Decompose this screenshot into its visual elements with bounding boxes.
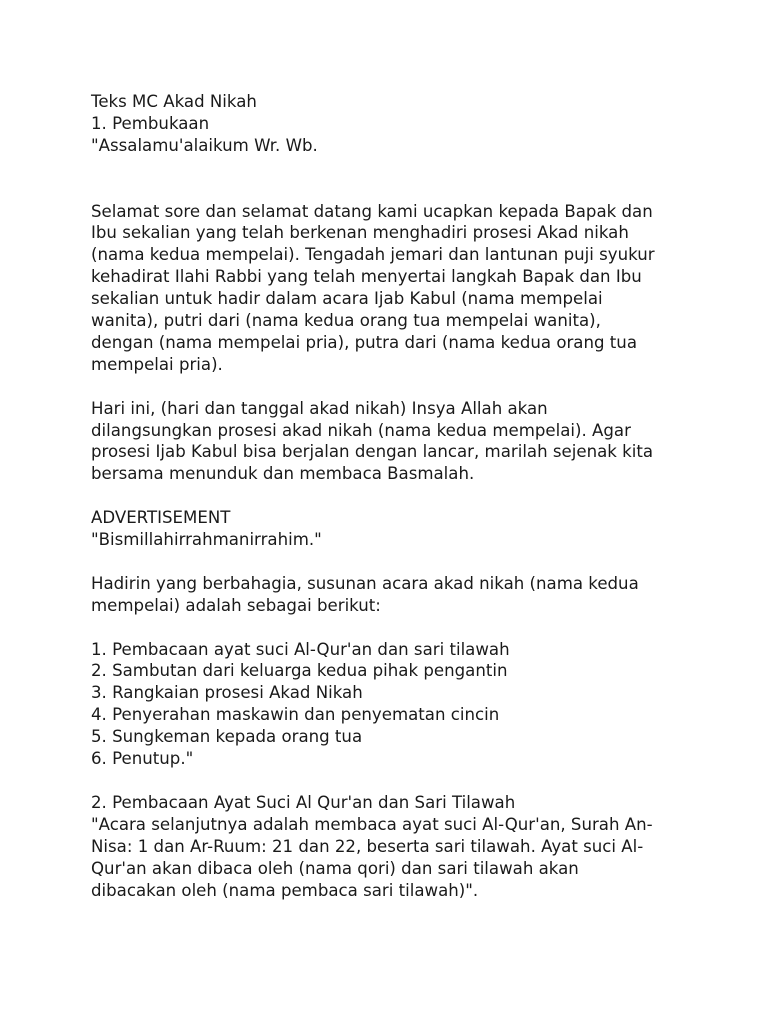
paragraph-basmalah-intro [91, 398, 691, 486]
agenda-list [91, 639, 691, 770]
paragraph-welcome [91, 201, 691, 376]
advertisement-label: ADVERTISEMENT [91, 508, 231, 528]
document-page [91, 91, 691, 901]
text-line: Nisa: 1 dan Ar-Ruum: 21 dan 22, beserta sari tilawah. Ayat suci Al- [91, 836, 644, 856]
text-line: mempelai pria). [91, 354, 223, 374]
list-item: 5. Sungkeman kepada orang tua [91, 727, 363, 747]
text-line: kehadirat Ilahi Rabbi yang telah menyertai langkah Bapak dan Ibu [91, 267, 642, 287]
text-line: prosesi Ijab Kabul bisa berjalan dengan lancar, marilah sejenak kita [91, 442, 654, 462]
section-heading-pembukaan: 1. Pembukaan [91, 113, 210, 133]
text-line: dengan (nama mempelai pria), putra dari (nama kedua orang tua [91, 332, 637, 352]
bismillah-text: "Bismillahirrahmanirrahim." [91, 530, 322, 550]
document-title: Teks MC Akad Nikah [91, 92, 257, 111]
paragraph-tilawah [91, 814, 691, 902]
list-item: 4. Penyerahan maskawin dan penyematan cincin [91, 705, 500, 725]
text-line: "Acara selanjutnya adalah membaca ayat suci Al-Qur'an, Surah An- [91, 814, 653, 834]
text-line: dilangsungkan prosesi akad nikah (nama kedua mempelai). Agar [91, 420, 631, 440]
list-item: 2. Sambutan dari keluarga kedua pihak pengantin [91, 661, 508, 681]
text-line: mempelai) adalah sebagai berikut: [91, 595, 381, 615]
text-line: Qur'an akan dibaca oleh (nama qori) dan sari tilawah akan [91, 858, 579, 878]
text-line: dibacakan oleh (nama pembaca sari tilawah)". [91, 880, 479, 900]
section-heading-tilawah: 2. Pembacaan Ayat Suci Al Qur'an dan Sari Tilawah [91, 792, 516, 812]
list-item: 6. Penutup." [91, 749, 194, 769]
list-item: 1. Pembacaan ayat suci Al-Qur'an dan sari tilawah [91, 639, 510, 659]
text-line: Hari ini, (hari dan tanggal akad nikah) Insya Allah akan [91, 398, 548, 418]
list-item: 3. Rangkaian prosesi Akad Nikah [91, 683, 363, 703]
text-line: wanita), putri dari (nama kedua orang tua mempelai wanita), [91, 311, 601, 331]
paragraph-agenda-intro [91, 573, 691, 617]
greeting-text: "Assalamu'alaikum Wr. Wb. [91, 135, 318, 155]
text-line: (nama kedua mempelai). Tengadah jemari dan lantunan puji syukur [91, 245, 655, 265]
text-line: Hadirin yang berbahagia, susunan acara akad nikah (nama kedua [91, 573, 639, 593]
text-line: sekalian untuk hadir dalam acara Ijab Kabul (nama mempelai [91, 289, 603, 309]
text-line: Selamat sore dan selamat datang kami ucapkan kepada Bapak dan [91, 201, 653, 221]
text-line: Ibu sekalian yang telah berkenan menghadiri prosesi Akad nikah [91, 223, 629, 243]
text-line: bersama menunduk dan membaca Basmalah. [91, 464, 475, 484]
